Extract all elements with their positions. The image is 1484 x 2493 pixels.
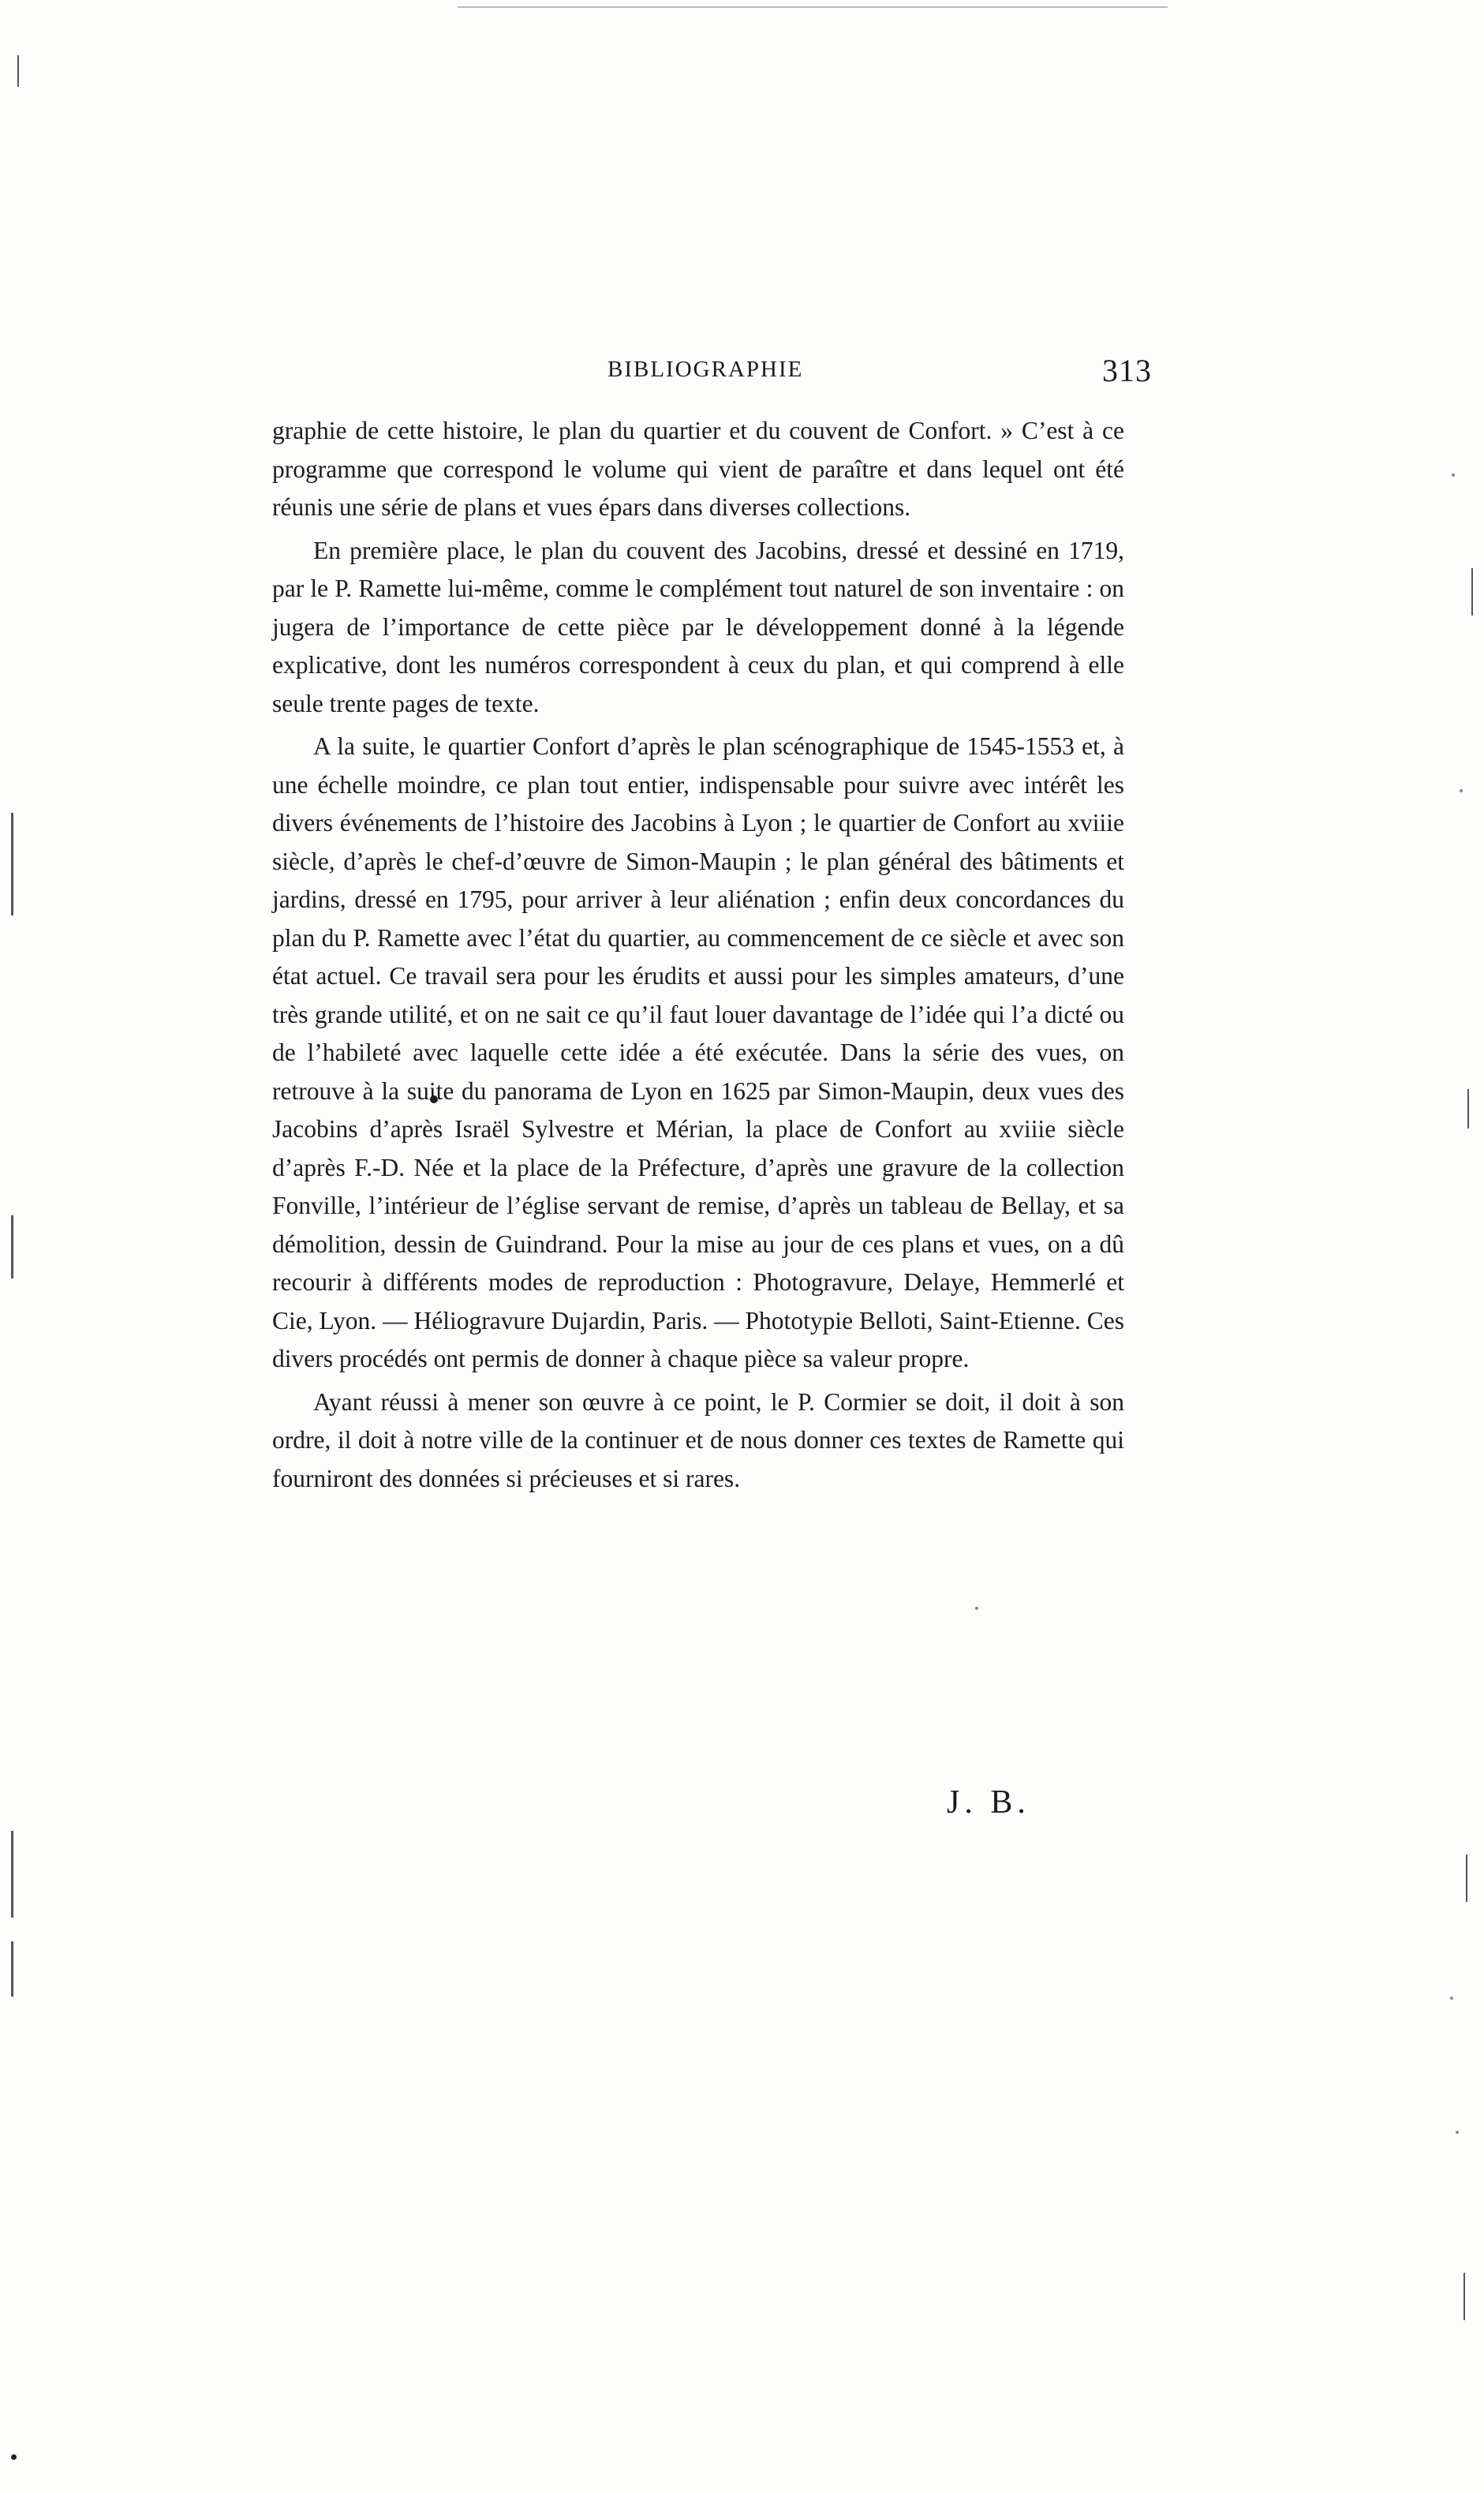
ink-speck <box>1452 474 1455 477</box>
ink-speck <box>975 1607 978 1610</box>
scan-right-edge-mark <box>1466 1855 1467 1902</box>
page-number: 313 <box>1102 353 1152 388</box>
ink-speck <box>1456 2131 1459 2134</box>
author-signature: J. B. <box>947 1784 1030 1821</box>
ink-dot <box>11 2454 17 2460</box>
paragraph: graphie de cette histoire, le plan du quartier et du couvent de Confort. » C’est à ce programme que correspond le volume qui vient de paraître et dans lequel ont été réunis une série de plans et vues épars dans diverses collections. <box>272 417 1124 521</box>
scan-right-edge-mark <box>1471 568 1473 616</box>
paragraph: En première place, le plan du couvent des Jacobins, dressé et dessiné en 1719, par le P. Ramette lui-même, comme le complément tout naturel de son inventaire : on jugera de l’importance de cette pièce par le développement donné à la légende explicative, dont les numéros correspondent à ceux du plan, et qui comprend à elle seule trente pages de texte. <box>272 536 1124 717</box>
body-text <box>272 412 1124 1498</box>
running-title: BIBLIOGRAPHIE <box>607 357 804 382</box>
paragraph: A la suite, le quartier Confort d’après le plan scénographique de 1545-1553 et, à une échelle moindre, ce plan tout entier, indispensable pour suivre avec intérêt les divers événements de l’histoire des Jacobins à Lyon ; le quartier de Confort au xviiie siècle, d’après le chef-d’œuvre de Simon-Maupin ; le plan général des bâtiments et jardins, dressé en 1795, pour arriver à leur aliénation ; enfin deux concordances du plan du P. Ramette avec l’état du quartier, au commencement de ce siècle et avec son état actuel. Ce travail sera pour les érudits et aussi pour les simples amateurs, d’une très grande utilité, et on ne sait ce qu’il faut louer davantage de l’idée qui l’a dicté ou de l’habileté avec laquelle cette idée a été exécutée. Dans la série des vues, on retrouve à la suite du panorama de Lyon en 1625 par Simon-Maupin, deux vues des Jacobins d’après Israël Sylvestre et Mérian, la place de Confort au xviiie siècle d’après F.-D. Née et la place de la Préfecture, d’après une gravure de la collection Fonville, l’intérieur de l’église servant de remise, d’après un tableau de Bellay, et sa démolition, dessin de Guindrand. Pour la mise au jour de ces plans et vues, on a dû recourir à différents modes de reproduction : Photogravure, Delaye, Hemmerlé et Cie, Lyon. — Héliogravure Dujardin, Paris. — Phototypie Belloti, Saint-Etienne. Ces divers procédés ont permis de donner à chaque pièce sa valeur propre. <box>272 732 1124 1372</box>
paragraph: Ayant réussi à mener son œuvre à ce point, le P. Cormier se doit, il doit à son ordre, il doit à notre ville de la continuer et de nous donner ces textes de Ramette qui fourniront des données si précieuses et si rares. <box>272 1387 1124 1492</box>
scan-left-edge-mark <box>11 1941 13 1997</box>
scan-top-rule <box>458 6 1168 8</box>
ink-speck <box>1450 1997 1453 2000</box>
ink-speck <box>1460 789 1463 792</box>
running-head <box>284 353 1152 396</box>
scan-left-edge-mark <box>11 813 13 915</box>
scan-right-edge-mark <box>1467 1089 1469 1129</box>
scan-left-edge-mark <box>11 1831 13 1918</box>
scan-right-edge-mark <box>1463 2273 1465 2320</box>
scan-left-edge-mark <box>11 1215 13 1278</box>
scan-left-edge-mark <box>17 55 19 87</box>
